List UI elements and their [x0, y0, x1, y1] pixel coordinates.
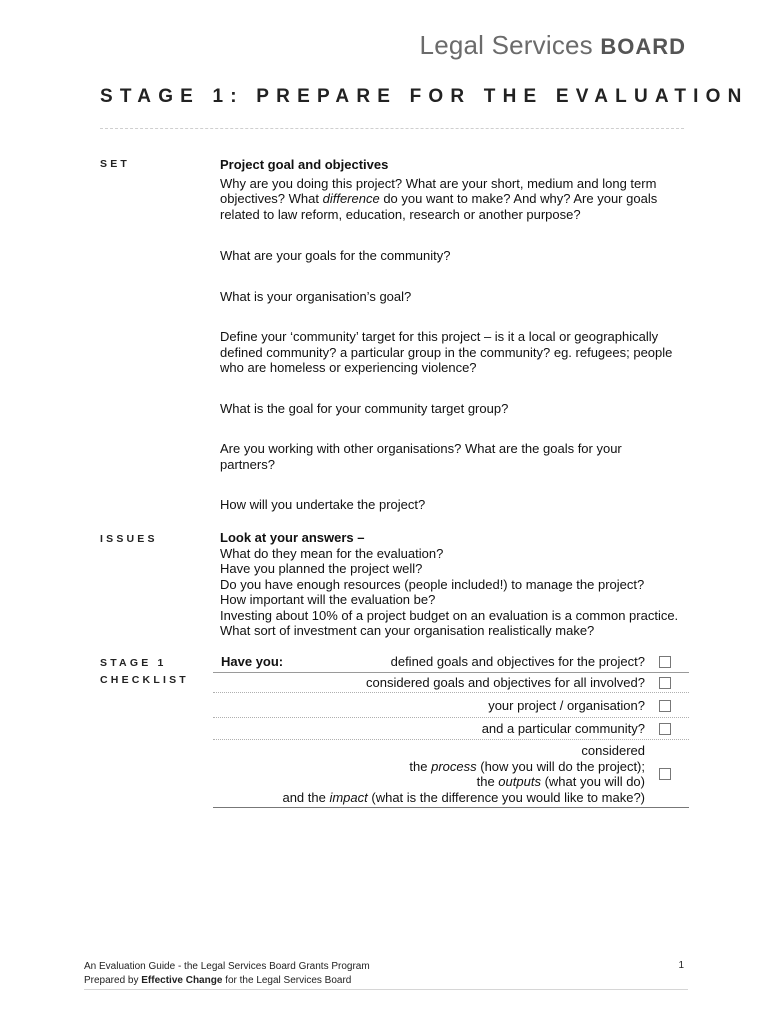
section-label-checklist-1: STAGE 1 — [100, 657, 167, 669]
checklist-item-text: considered — [581, 743, 645, 758]
emphasis: difference — [322, 191, 380, 206]
emphasis: outputs — [498, 774, 541, 789]
section-label-issues: ISSUES — [100, 533, 158, 545]
checklist-item-text — [213, 790, 645, 806]
section-label-checklist-2: CHECKLIST — [100, 674, 189, 686]
checklist-item-text: your project / organisation? — [488, 698, 645, 713]
page-number: 1 — [678, 960, 684, 971]
checkbox[interactable] — [659, 768, 671, 780]
issues-heading: Look at your answers – — [220, 530, 365, 545]
logo-bold-text: BOARD — [600, 34, 686, 59]
set-question-6: Are you working with other organisations? What are the goals for your partners? — [220, 441, 622, 472]
text-run: (how you will do the project); — [476, 758, 645, 774]
footer-line-1: An Evaluation Guide - the Legal Services Board Grants Program — [84, 961, 370, 972]
checklist-item-text — [213, 759, 645, 775]
text-run: (what is the difference you would like to make?) — [367, 789, 645, 805]
set-heading: Project goal and objectives — [220, 157, 389, 172]
set-question-5: What is the goal for your community target group? — [220, 400, 509, 416]
checklist-row — [213, 652, 689, 673]
checklist-item-text: and a particular community? — [481, 720, 645, 736]
checklist-item-text — [213, 774, 645, 790]
set-question-3: What is your organisation’s goal? — [220, 288, 412, 304]
issues-line-2: Have you planned the project well? — [220, 561, 423, 576]
checklist-item-text: considered goals and objectives for all involved? — [366, 674, 645, 690]
issues-line-4: How important will the evaluation be? — [220, 592, 436, 607]
divider — [100, 128, 684, 129]
footer — [84, 960, 370, 988]
checklist-row — [213, 740, 689, 808]
legal-services-board-logo — [420, 30, 686, 61]
issues-line-1: What do they mean for the evaluation? — [220, 545, 444, 561]
emphasis: process — [431, 758, 477, 774]
set-question-4: Define your ‘community’ target for this project – is it a local or geographically defined community? a particular group in the community? eg. refugees; people who are homeless or experiencing violence? — [220, 329, 673, 375]
issues-section — [220, 530, 680, 639]
text-run: the — [476, 774, 499, 789]
checklist-row — [213, 693, 689, 718]
text-run: Prepared by — [84, 975, 142, 986]
text-run: (what you will do) — [540, 774, 645, 789]
issues-line-5: Investing about 10% of a project budget on an evaluation is a common practice. — [220, 607, 679, 623]
text-run: the — [409, 758, 432, 774]
checklist-row — [213, 673, 689, 694]
text-run: Why are you doing this project? What are your short, medium and long term objectives? What — [220, 175, 657, 206]
checklist-item-text: defined goals and objectives for the project? — [390, 654, 645, 669]
text-run: do you want to make? And why? Are your goals related to law reform, education, research or another purpose? — [220, 191, 658, 222]
checklist-row — [213, 718, 689, 741]
section-label-set: SET — [100, 158, 131, 170]
text-run: and the — [282, 789, 330, 805]
footer-author: Effective Change — [141, 975, 223, 986]
page-title: STAGE 1: PREPARE FOR THE EVALUATION — [100, 86, 749, 107]
emphasis: impact — [329, 789, 368, 805]
set-question-7: How will you undertake the project? — [220, 497, 426, 512]
footer-line-2 — [84, 974, 370, 988]
checklist-lead: Have you: — [221, 654, 284, 669]
set-question-1 — [220, 176, 680, 223]
issues-line-3: Do you have enough resources (people included!) to manage the project? — [220, 576, 645, 592]
checkbox[interactable] — [659, 700, 671, 712]
checkbox[interactable] — [659, 656, 671, 668]
issues-line-6: What sort of investment can your organisation realistically make? — [220, 623, 595, 638]
checkbox[interactable] — [659, 723, 671, 735]
footer-divider — [84, 989, 688, 990]
logo-text: Legal Services — [419, 30, 593, 60]
stage-1-checklist — [213, 652, 689, 808]
set-question-2: What are your goals for the community? — [220, 248, 451, 263]
set-section — [220, 157, 680, 513]
text-run: for the Legal Services Board — [222, 975, 352, 986]
checkbox[interactable] — [659, 677, 671, 689]
